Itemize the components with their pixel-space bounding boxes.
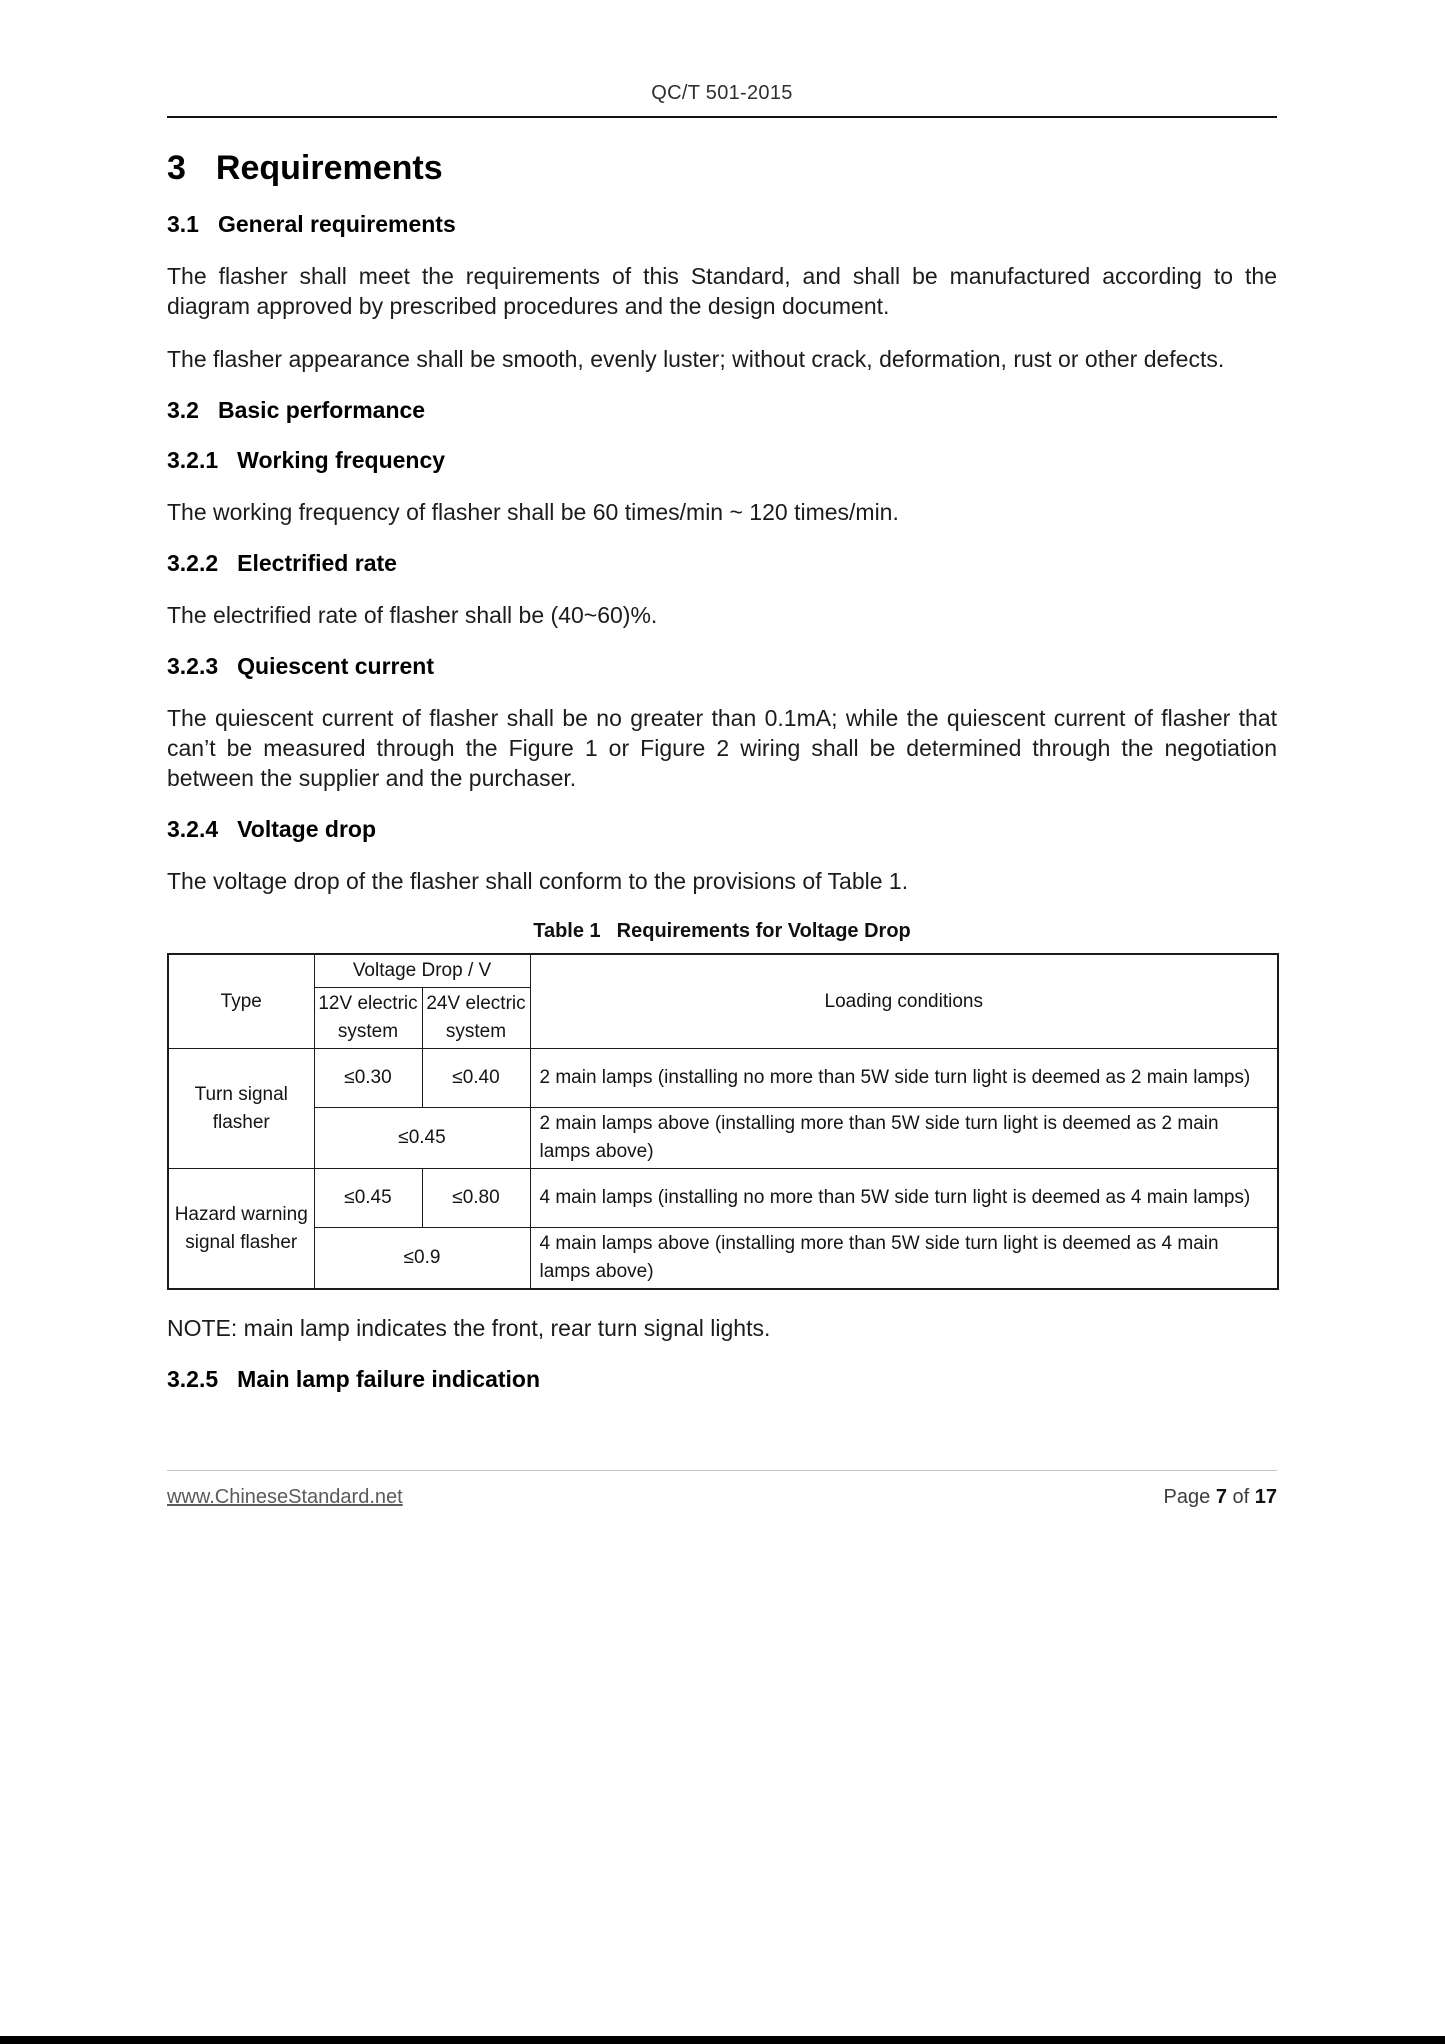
paragraph-voltage-drop: The voltage drop of the flasher shall conform to the provisions of Table 1.	[167, 868, 909, 894]
page-number-current: 7	[1215, 1486, 1227, 1508]
page-number-total: 17	[1254, 1486, 1277, 1508]
header-cell-24v-system: 24V electric system	[422, 988, 530, 1049]
table-row-hazard-1	[168, 1169, 1278, 1228]
paragraph-electrified-rate: The electrified rate of flasher shall be (40~60)%.	[167, 602, 658, 628]
section-number: 3.2.1	[167, 447, 219, 473]
cell-turn-24v-value: ≤0.40	[422, 1049, 530, 1108]
chapter-label: Requirements	[215, 149, 443, 187]
cell-hazard-merged-value: ≤0.9	[314, 1228, 530, 1290]
voltage-drop-table	[167, 953, 1279, 1290]
table-caption	[167, 920, 1277, 943]
page-footer	[167, 1470, 1277, 1509]
chapter-number: 3	[167, 149, 186, 187]
section-label: Working frequency	[237, 447, 446, 473]
paragraph-quiescent-current: The quiescent current of flasher shall be no greater than 0.1mA; while the quiescent current of flasher that can’t be measured through the Figure 1 or Figure 2 wiring shall be determined through the negotiation between the supplier and the purchaser.	[167, 705, 1277, 791]
section-label: General requirements	[217, 211, 456, 237]
section-number: 3.2.5	[167, 1366, 219, 1392]
page-number-separator: of	[1232, 1486, 1250, 1508]
section-heading-3-2-4	[167, 816, 1277, 843]
section-number: 3.1	[167, 211, 199, 237]
table-row-turn-signal-1	[168, 1049, 1278, 1108]
table-caption-label: Requirements for Voltage Drop	[616, 920, 911, 942]
document-number-header: QC/T 501-2015	[167, 82, 1277, 118]
page-number	[1164, 1486, 1277, 1509]
header-cell-voltage-drop: Voltage Drop / V	[314, 954, 530, 988]
cell-turn-signal-type: Turn signal flasher	[168, 1049, 314, 1169]
table-note: NOTE: main lamp indicates the front, rear turn signal lights.	[167, 1315, 771, 1341]
table-header-row-1	[168, 954, 1278, 988]
section-number: 3.2.2	[167, 550, 219, 576]
section-label: Basic performance	[217, 397, 426, 423]
cell-hazard-12v-value: ≤0.45	[314, 1169, 422, 1228]
table-row-hazard-2	[168, 1228, 1278, 1290]
section-heading-3-1	[167, 211, 1277, 238]
header-cell-type: Type	[168, 954, 314, 1049]
cell-hazard-type: Hazard warning signal flasher	[168, 1169, 314, 1290]
table-caption-number: Table 1	[533, 920, 601, 942]
cell-turn-loading-1: 2 main lamps (installing no more than 5W side turn light is deemed as 2 main lamps)	[530, 1049, 1278, 1108]
section-label: Main lamp failure indication	[237, 1366, 541, 1392]
chapter-heading	[167, 148, 1277, 188]
paragraph-working-frequency: The working frequency of flasher shall be 60 times/min ~ 120 times/min.	[167, 499, 899, 525]
cell-hazard-loading-1: 4 main lamps (installing no more than 5W side turn light is deemed as 4 main lamps)	[530, 1169, 1278, 1228]
cell-turn-12v-value: ≤0.30	[314, 1049, 422, 1108]
header-cell-loading-conditions: Loading conditions	[530, 954, 1278, 1049]
cell-turn-loading-2: 2 main lamps above (installing more than 5W side turn light is deemed as 2 main lamps above)	[530, 1108, 1278, 1169]
section-number: 3.2.3	[167, 653, 219, 679]
section-heading-3-2-3	[167, 653, 1277, 680]
section-label: Electrified rate	[237, 550, 397, 576]
section-label: Quiescent current	[237, 653, 434, 679]
section-heading-3-2-1	[167, 447, 1277, 474]
section-heading-3-2-2	[167, 550, 1277, 577]
section-number: 3.2	[167, 397, 199, 423]
table-row-turn-signal-2	[168, 1108, 1278, 1169]
header-cell-12v-system: 12V electric system	[314, 988, 422, 1049]
section-heading-3-2	[167, 397, 1277, 424]
section-label: Voltage drop	[237, 816, 377, 842]
section-number: 3.2.4	[167, 816, 219, 842]
page-number-prefix: Page	[1163, 1486, 1211, 1508]
paragraph-general-1: The flasher shall meet the requirements of this Standard, and shall be manufactured according to the diagram approved by prescribed procedures and the design document.	[167, 263, 1277, 319]
cell-hazard-24v-value: ≤0.80	[422, 1169, 530, 1228]
paragraph-general-2: The flasher appearance shall be smooth, evenly luster; without crack, deformation, rust or other defects.	[167, 346, 1225, 372]
page-bottom-edge	[0, 2036, 1445, 2044]
website-link[interactable]: www.ChineseStandard.net	[167, 1486, 403, 1508]
cell-turn-merged-value: ≤0.45	[314, 1108, 530, 1169]
cell-hazard-loading-2: 4 main lamps above (installing more than 5W side turn light is deemed as 4 main lamps above)	[530, 1228, 1278, 1290]
section-heading-3-2-5	[167, 1366, 1277, 1393]
